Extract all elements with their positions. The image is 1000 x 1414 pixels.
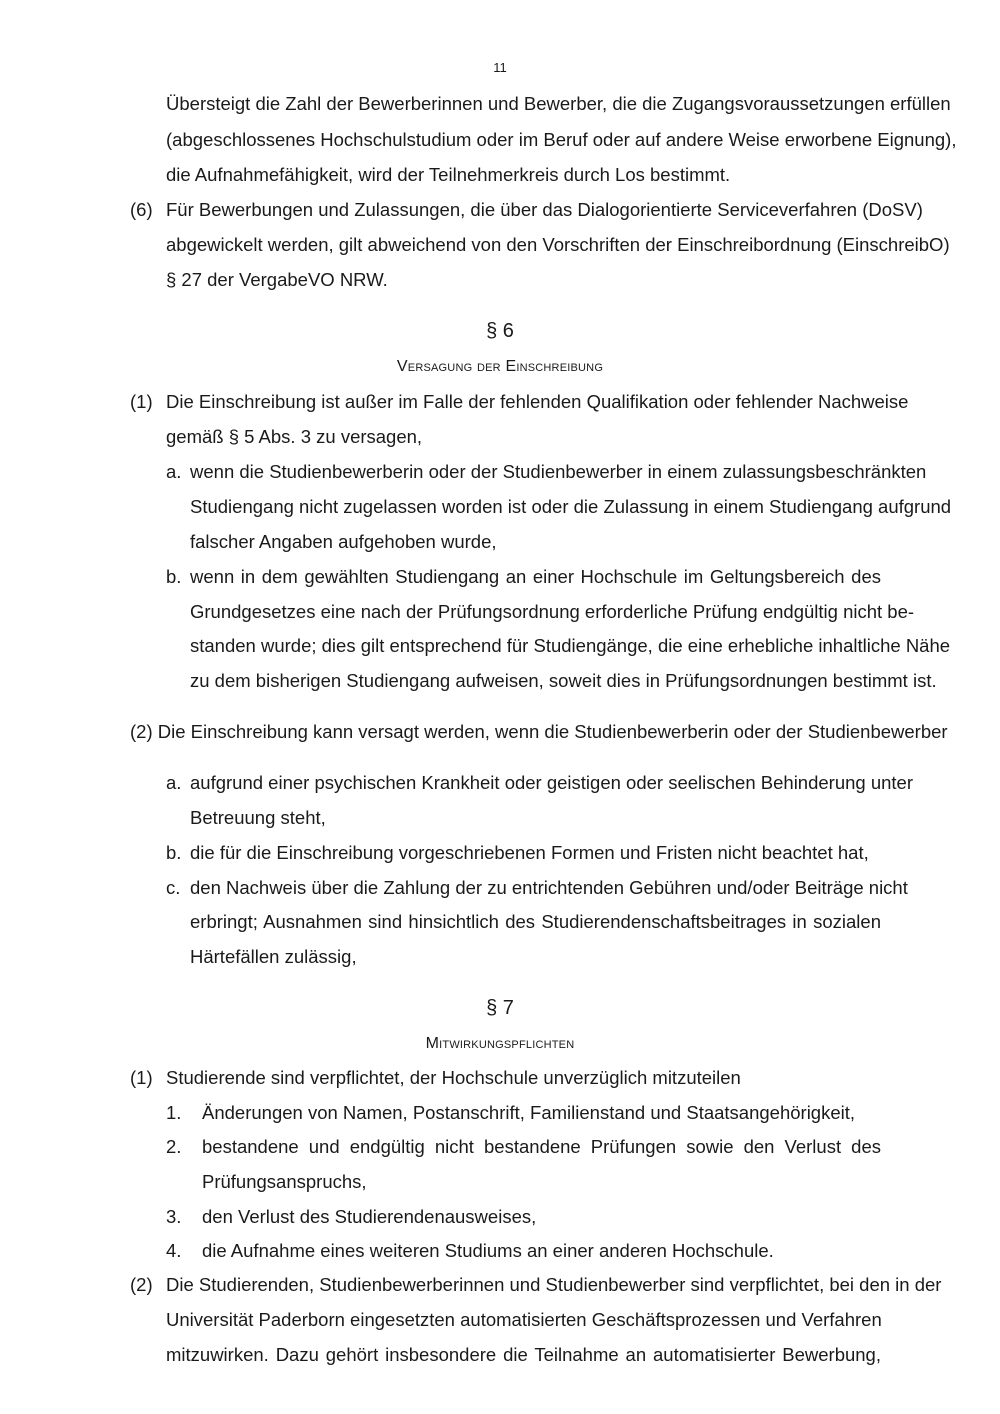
s6-p1-line-1: Die Einschreibung ist außer im Falle der fehlenden Qualifikation oder fehlender Nachweise [166, 391, 909, 412]
section-6-number: § 6 [486, 320, 514, 342]
s7-item-2-line-1: bestandene und endgültig nicht bestandene Prüfungen sowie den Verlust des [202, 1136, 881, 1157]
s6-p2-b-line-1: die für die Einschreibung vorgeschriebenen Formen und Fristen nicht beachtet hat, [190, 842, 869, 863]
s7-p2-line-1: Die Studierenden, Studienbewerberinnen und Studienbewerber sind verpflichtet, bei den in der [166, 1274, 942, 1295]
s6-p1-a-line-3: falscher Angaben aufgehoben wurde, [190, 531, 497, 552]
s6-p1-b-line-3: standen wurde; dies gilt entsprechend für Studiengänge, die eine erhebliche inhaltliche Nähe [190, 635, 951, 656]
section-7-number: § 7 [486, 997, 514, 1019]
s7-p1-marker: (1) [130, 1067, 153, 1088]
intro-line-2: (abgeschlossenes Hochschulstudium oder im Beruf oder auf andere Weise erworbene Eignung), [166, 129, 957, 150]
s7-item-4-line-1: die Aufnahme eines weiteren Studiums an einer anderen Hochschule. [202, 1240, 774, 1261]
s6-p2-c-line-1: den Nachweis über die Zahlung der zu entrichtenden Gebühren und/oder Beiträge nicht [190, 877, 908, 898]
s6-p1-a-line-1: wenn die Studienbewerberin oder der Studienbewerber in einem zulassungsbeschränkten [190, 461, 927, 482]
s6-p2-c-marker: c. [166, 877, 181, 898]
s6-p2-b-marker: b. [166, 842, 182, 863]
s7-item-4-marker: 4. [166, 1240, 182, 1261]
intro-line-3: die Aufnahmefähigkeit, wird der Teilnehmerkreis durch Los bestimmt. [166, 164, 731, 185]
para-6-line-3: § 27 der VergabeVO NRW. [166, 269, 388, 290]
s7-item-3-line-1: den Verlust des Studierendenausweises, [202, 1206, 537, 1227]
s6-p1-marker: (1) [130, 391, 153, 412]
intro-line-1: Übersteigt die Zahl der Bewerberinnen und Bewerber, die die Zugangsvoraussetzungen erfüllen [166, 93, 951, 114]
para-6-marker: (6) [130, 199, 153, 220]
section-7-title: Mitwirkungspflichten [425, 1035, 575, 1052]
s6-p1-b-line-4: zu dem bisherigen Studiengang aufweisen, soweit dies in Prüfungsordnungen bestimmt ist. [190, 670, 937, 691]
s6-p1-b-line-2: Grundgesetzes eine nach der Prüfungsordnung erforderliche Prüfung endgültig nicht be- [190, 601, 915, 622]
s7-p1-line-1: Studierende sind verpflichtet, der Hochschule unverzüglich mitzuteilen [166, 1067, 741, 1088]
s6-p1-a-marker: a. [166, 461, 182, 482]
s7-p2-marker: (2) [130, 1274, 153, 1295]
s6-p1-b-line-1: wenn in dem gewählten Studiengang an einer Hochschule im Geltungsbereich des [190, 566, 881, 587]
s7-item-1-line-1: Änderungen von Namen, Postanschrift, Familienstand und Staatsangehörigkeit, [202, 1102, 856, 1123]
s7-item-1-marker: 1. [166, 1102, 182, 1123]
s6-p1-line-2: gemäß § 5 Abs. 3 zu versagen, [166, 426, 423, 447]
s6-p2-a-marker: a. [166, 772, 182, 793]
s6-p2-c-line-3: Härtefällen zulässig, [190, 946, 357, 967]
s7-p2-line-2: Universität Paderborn eingesetzten automatisierten Geschäftsprozessen und Verfahren [166, 1309, 882, 1330]
s7-p2-line-3: mitzuwirken. Dazu gehört insbesondere die Teilnahme an automatisierter Bewerbung, [166, 1344, 881, 1365]
s7-item-2-line-2: Prüfungsanspruchs, [202, 1171, 367, 1192]
section-6-title: Versagung der Einschreibung [396, 358, 604, 375]
s7-item-2-marker: 2. [166, 1136, 182, 1157]
s7-item-3-marker: 3. [166, 1206, 182, 1227]
para-6-line-2: abgewickelt werden, gilt abweichend von den Vorschriften der Einschreibordnung (EinschreibO) [166, 234, 950, 255]
s6-p2-line: (2) Die Einschreibung kann versagt werden, wenn die Studienbewerberin oder der Studienbewerber [130, 721, 948, 742]
page-number: 11 [493, 60, 507, 75]
s6-p2-c-line-2: erbringt; Ausnahmen sind hinsichtlich des Studierendenschaftsbeitrages in sozialen [190, 911, 881, 932]
para-6-line-1: Für Bewerbungen und Zulassungen, die über das Dialogorientierte Serviceverfahren (DoSV) [166, 199, 923, 220]
s6-p1-b-marker: b. [166, 566, 182, 587]
s6-p2-a-line-2: Betreuung steht, [190, 807, 326, 828]
s6-p1-a-line-2: Studiengang nicht zugelassen worden ist oder die Zulassung in einem Studiengang aufgrund [190, 496, 952, 517]
s6-p2-a-line-1: aufgrund einer psychischen Krankheit oder geistigen oder seelischen Behinderung unter [190, 772, 913, 793]
